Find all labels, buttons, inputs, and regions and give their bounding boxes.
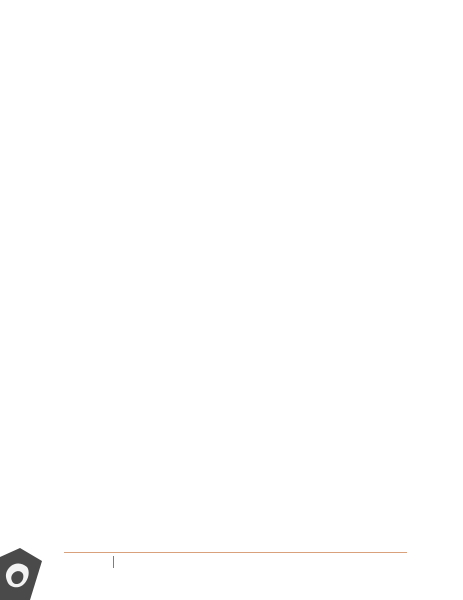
page-footer — [64, 556, 407, 569]
folded-corner-icon — [0, 548, 42, 600]
footer-rule — [64, 552, 407, 553]
footer-separator — [113, 556, 114, 568]
document-body — [50, 32, 413, 544]
